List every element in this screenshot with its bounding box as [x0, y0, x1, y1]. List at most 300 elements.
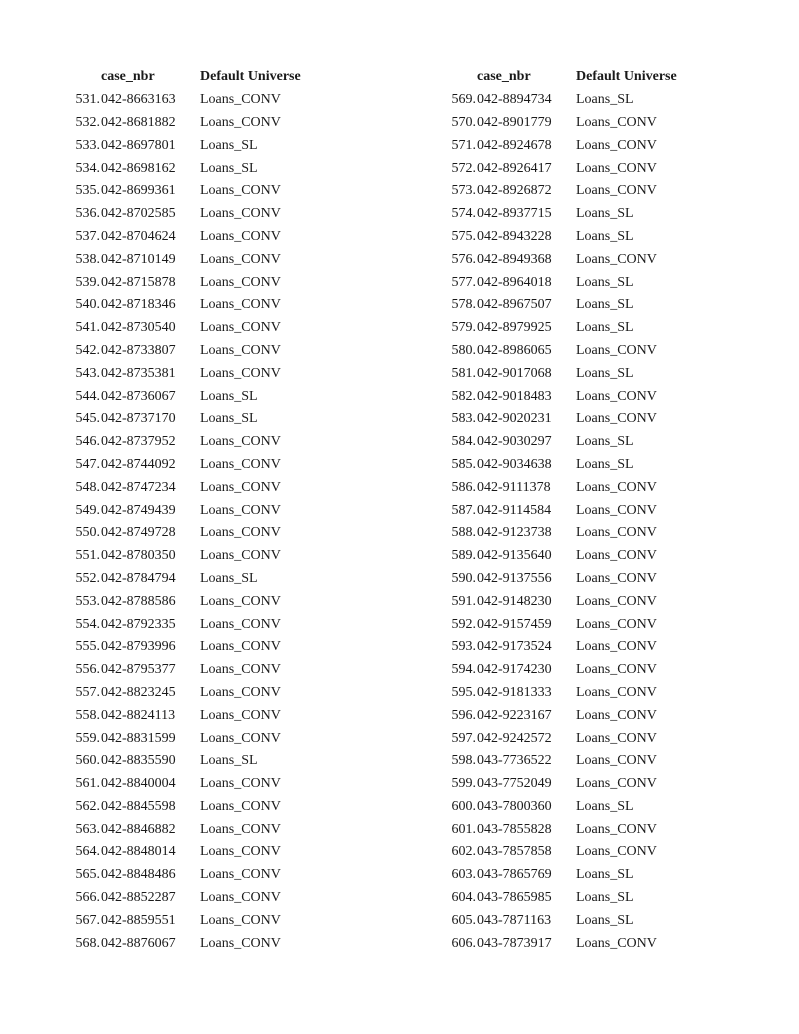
table-row [58, 203, 418, 226]
case-nbr-cell: 042-8698162 [101, 160, 176, 176]
row-index: 535. [75, 183, 100, 199]
case-nbr-cell: 042-8824113 [101, 707, 176, 723]
row-index: 577. [451, 274, 476, 290]
default-universe-cell: Loans_SL [576, 320, 634, 336]
default-universe-cell: Loans_SL [200, 160, 258, 176]
table-row [434, 431, 794, 454]
default-universe-cell: Loans_CONV [200, 616, 281, 632]
case-nbr-cell: 042-8859551 [101, 912, 176, 928]
default-universe-cell: Loans_CONV [200, 434, 281, 450]
default-universe-cell: Loans_CONV [200, 776, 281, 792]
row-index: 546. [75, 434, 100, 450]
case-nbr-header: case_nbr [477, 69, 531, 85]
case-nbr-cell: 042-8926872 [477, 183, 552, 199]
case-nbr-cell: 043-7871163 [477, 912, 552, 928]
case-nbr-cell: 042-8846882 [101, 821, 176, 837]
row-index: 542. [75, 342, 100, 358]
case-nbr-cell: 042-8852287 [101, 890, 176, 906]
row-index: 578. [451, 297, 476, 313]
case-nbr-cell: 043-7736522 [477, 753, 552, 769]
table-row [58, 226, 418, 249]
row-index: 564. [75, 844, 100, 860]
row-index: 580. [451, 342, 476, 358]
case-nbr-cell: 043-7855828 [477, 821, 552, 837]
default-universe-cell: Loans_CONV [576, 616, 657, 632]
table-row [58, 385, 418, 408]
table-row [58, 704, 418, 727]
case-nbr-cell: 042-8901779 [477, 114, 552, 130]
default-universe-cell: Loans_CONV [200, 525, 281, 541]
case-nbr-cell: 042-8699361 [101, 183, 176, 199]
table-row [434, 864, 794, 887]
default-universe-cell: Loans_CONV [200, 890, 281, 906]
table-row [58, 727, 418, 750]
case-nbr-cell: 042-8894734 [477, 92, 552, 108]
table-row [58, 408, 418, 431]
case-nbr-cell: 042-8943228 [477, 228, 552, 244]
table-row [58, 89, 418, 112]
default-universe-cell: Loans_SL [576, 365, 634, 381]
row-index: 544. [75, 388, 100, 404]
row-index: 569. [451, 92, 476, 108]
table-row [58, 431, 418, 454]
default-universe-cell: Loans_CONV [200, 456, 281, 472]
table-row [434, 841, 794, 864]
table-row [58, 887, 418, 910]
table-row [58, 682, 418, 705]
table-row [434, 636, 794, 659]
default-universe-cell: Loans_SL [576, 912, 634, 928]
default-universe-cell: Loans_SL [576, 92, 634, 108]
default-universe-cell: Loans_SL [576, 798, 634, 814]
table-row [434, 727, 794, 750]
default-universe-cell: Loans_CONV [576, 342, 657, 358]
case-nbr-cell: 043-7865985 [477, 890, 552, 906]
row-index: 556. [75, 662, 100, 678]
case-nbr-cell: 042-8702585 [101, 206, 176, 222]
default-universe-cell: Loans_CONV [576, 160, 657, 176]
table-row [434, 613, 794, 636]
row-index: 536. [75, 206, 100, 222]
table-row [58, 362, 418, 385]
default-universe-cell: Loans_CONV [200, 867, 281, 883]
row-index: 595. [451, 684, 476, 700]
table-row [434, 773, 794, 796]
table-row [58, 545, 418, 568]
default-universe-cell: Loans_SL [576, 456, 634, 472]
default-universe-cell: Loans_CONV [200, 684, 281, 700]
case-nbr-cell: 042-8730540 [101, 320, 176, 336]
default-universe-cell: Loans_CONV [200, 114, 281, 130]
table-row [434, 203, 794, 226]
row-index: 579. [451, 320, 476, 336]
table-row [58, 818, 418, 841]
table-row [58, 340, 418, 363]
table-row [434, 385, 794, 408]
row-index: 590. [451, 570, 476, 586]
case-nbr-cell: 042-8735381 [101, 365, 176, 381]
right-table-header [434, 66, 794, 89]
row-index: 563. [75, 821, 100, 837]
table-row [58, 499, 418, 522]
row-index: 553. [75, 593, 100, 609]
table-row [58, 248, 418, 271]
table-row [434, 180, 794, 203]
default-universe-cell: Loans_CONV [576, 753, 657, 769]
case-nbr-cell: 042-8823245 [101, 684, 176, 700]
table-row [58, 659, 418, 682]
table-row [58, 864, 418, 887]
row-index: 565. [75, 867, 100, 883]
default-universe-cell: Loans_CONV [200, 798, 281, 814]
default-universe-cell: Loans_CONV [200, 320, 281, 336]
default-universe-cell: Loans_CONV [576, 570, 657, 586]
row-index: 589. [451, 548, 476, 564]
default-universe-cell: Loans_SL [576, 890, 634, 906]
case-nbr-cell: 042-8937715 [477, 206, 552, 222]
table-row [434, 590, 794, 613]
case-nbr-cell: 042-9017068 [477, 365, 552, 381]
default-universe-cell: Loans_CONV [576, 479, 657, 495]
default-universe-cell: Loans_CONV [576, 251, 657, 267]
default-universe-cell: Loans_SL [576, 867, 634, 883]
table-row [434, 362, 794, 385]
case-nbr-cell: 042-8747234 [101, 479, 176, 495]
row-index: 532. [75, 114, 100, 130]
default-universe-cell: Loans_SL [576, 274, 634, 290]
row-index: 574. [451, 206, 476, 222]
default-universe-cell: Loans_CONV [200, 92, 281, 108]
table-row [434, 545, 794, 568]
default-universe-cell: Loans_CONV [200, 935, 281, 951]
default-universe-cell: Loans_CONV [576, 388, 657, 404]
table-row [58, 568, 418, 591]
case-nbr-cell: 042-8924678 [477, 137, 552, 153]
table-row [58, 134, 418, 157]
case-nbr-cell: 042-9174230 [477, 662, 552, 678]
row-index: 600. [451, 798, 476, 814]
case-nbr-cell: 042-9018483 [477, 388, 552, 404]
case-nbr-cell: 042-8663163 [101, 92, 176, 108]
row-index: 571. [451, 137, 476, 153]
case-nbr-cell: 042-8715878 [101, 274, 176, 290]
left-table [58, 66, 418, 955]
row-index: 573. [451, 183, 476, 199]
default-universe-cell: Loans_CONV [200, 206, 281, 222]
case-nbr-cell: 042-8848014 [101, 844, 176, 860]
case-nbr-cell: 042-8793996 [101, 639, 176, 655]
row-index: 584. [451, 434, 476, 450]
default-universe-cell: Loans_CONV [200, 821, 281, 837]
default-universe-cell: Loans_CONV [200, 730, 281, 746]
case-nbr-cell: 042-9034638 [477, 456, 552, 472]
default-universe-header: Default Universe [200, 69, 301, 85]
case-nbr-cell: 042-8784794 [101, 570, 176, 586]
table-row [434, 932, 794, 955]
case-nbr-cell: 042-8926417 [477, 160, 552, 176]
table-row [58, 157, 418, 180]
table-row [58, 112, 418, 135]
table-row [58, 796, 418, 819]
row-index: 558. [75, 707, 100, 723]
case-nbr-cell: 042-8876067 [101, 935, 176, 951]
default-universe-cell: Loans_CONV [576, 137, 657, 153]
row-index: 586. [451, 479, 476, 495]
right-table-body [434, 89, 794, 955]
table-row [434, 112, 794, 135]
default-universe-cell: Loans_SL [200, 137, 258, 153]
row-index: 555. [75, 639, 100, 655]
default-universe-cell: Loans_CONV [576, 935, 657, 951]
row-index: 562. [75, 798, 100, 814]
row-index: 588. [451, 525, 476, 541]
case-nbr-cell: 042-8986065 [477, 342, 552, 358]
row-index: 606. [451, 935, 476, 951]
case-nbr-cell: 042-8788586 [101, 593, 176, 609]
row-index: 575. [451, 228, 476, 244]
default-universe-cell: Loans_SL [576, 434, 634, 450]
row-index: 594. [451, 662, 476, 678]
table-row [434, 226, 794, 249]
default-universe-cell: Loans_CONV [200, 548, 281, 564]
row-index: 560. [75, 753, 100, 769]
table-row [58, 476, 418, 499]
row-index: 533. [75, 137, 100, 153]
default-universe-cell: Loans_CONV [576, 114, 657, 130]
case-nbr-cell: 042-8967507 [477, 297, 552, 313]
table-row [434, 89, 794, 112]
table-row [58, 454, 418, 477]
row-index: 537. [75, 228, 100, 244]
row-index: 566. [75, 890, 100, 906]
table-row [434, 750, 794, 773]
table-row [434, 704, 794, 727]
row-index: 539. [75, 274, 100, 290]
default-universe-cell: Loans_CONV [200, 183, 281, 199]
row-index: 549. [75, 502, 100, 518]
case-nbr-cell: 042-8704624 [101, 228, 176, 244]
table-row [434, 408, 794, 431]
row-index: 572. [451, 160, 476, 176]
table-row [434, 134, 794, 157]
case-nbr-cell: 042-9111378 [477, 479, 551, 495]
row-index: 603. [451, 867, 476, 883]
case-nbr-cell: 042-8737952 [101, 434, 176, 450]
row-index: 540. [75, 297, 100, 313]
row-index: 568. [75, 935, 100, 951]
row-index: 551. [75, 548, 100, 564]
table-row [434, 271, 794, 294]
row-index: 567. [75, 912, 100, 928]
table-row [434, 568, 794, 591]
table-row [58, 750, 418, 773]
case-nbr-cell: 043-7800360 [477, 798, 552, 814]
default-universe-cell: Loans_SL [576, 297, 634, 313]
row-index: 570. [451, 114, 476, 130]
default-universe-cell: Loans_CONV [200, 251, 281, 267]
case-nbr-cell: 042-8792335 [101, 616, 176, 632]
default-universe-cell: Loans_CONV [576, 844, 657, 860]
case-nbr-cell: 043-7865769 [477, 867, 552, 883]
row-index: 559. [75, 730, 100, 746]
default-universe-cell: Loans_CONV [576, 639, 657, 655]
default-universe-cell: Loans_SL [200, 388, 258, 404]
default-universe-cell: Loans_CONV [576, 821, 657, 837]
default-universe-cell: Loans_SL [576, 206, 634, 222]
case-nbr-cell: 042-8795377 [101, 662, 176, 678]
case-nbr-cell: 042-8718346 [101, 297, 176, 313]
table-row [434, 659, 794, 682]
default-universe-cell: Loans_SL [576, 228, 634, 244]
default-universe-cell: Loans_CONV [576, 776, 657, 792]
table-row [434, 909, 794, 932]
row-index: 593. [451, 639, 476, 655]
row-index: 550. [75, 525, 100, 541]
default-universe-cell: Loans_CONV [200, 639, 281, 655]
table-row [58, 909, 418, 932]
case-nbr-cell: 042-9242572 [477, 730, 552, 746]
table-row [58, 317, 418, 340]
default-universe-cell: Loans_CONV [200, 228, 281, 244]
row-index: 561. [75, 776, 100, 792]
row-index: 576. [451, 251, 476, 267]
case-nbr-cell: 042-8780350 [101, 548, 176, 564]
table-row [58, 773, 418, 796]
table-row [58, 590, 418, 613]
table-row [58, 636, 418, 659]
row-index: 545. [75, 411, 100, 427]
default-universe-header: Default Universe [576, 69, 677, 85]
table-row [434, 317, 794, 340]
table-row [58, 932, 418, 955]
row-index: 557. [75, 684, 100, 700]
default-universe-cell: Loans_CONV [576, 730, 657, 746]
case-nbr-cell: 042-8845598 [101, 798, 176, 814]
case-nbr-cell: 042-8949368 [477, 251, 552, 267]
table-row [434, 454, 794, 477]
row-index: 547. [75, 456, 100, 472]
row-index: 592. [451, 616, 476, 632]
row-index: 597. [451, 730, 476, 746]
row-index: 605. [451, 912, 476, 928]
case-nbr-cell: 042-9135640 [477, 548, 552, 564]
table-row [58, 613, 418, 636]
row-index: 552. [75, 570, 100, 586]
case-nbr-cell: 042-8848486 [101, 867, 176, 883]
default-universe-cell: Loans_SL [200, 753, 258, 769]
case-nbr-cell: 042-8964018 [477, 274, 552, 290]
default-universe-cell: Loans_CONV [576, 684, 657, 700]
right-table [434, 66, 794, 955]
row-index: 599. [451, 776, 476, 792]
row-index: 583. [451, 411, 476, 427]
default-universe-cell: Loans_CONV [576, 548, 657, 564]
case-nbr-cell: 043-7857858 [477, 844, 552, 860]
case-nbr-header: case_nbr [101, 69, 155, 85]
table-row [434, 499, 794, 522]
default-universe-cell: Loans_CONV [200, 912, 281, 928]
default-universe-cell: Loans_CONV [200, 707, 281, 723]
table-row [434, 294, 794, 317]
default-universe-cell: Loans_CONV [576, 593, 657, 609]
default-universe-cell: Loans_CONV [576, 525, 657, 541]
case-nbr-cell: 042-8835590 [101, 753, 176, 769]
case-nbr-cell: 042-8831599 [101, 730, 176, 746]
left-table-header [58, 66, 418, 89]
row-index: 587. [451, 502, 476, 518]
row-index: 582. [451, 388, 476, 404]
default-universe-cell: Loans_CONV [576, 502, 657, 518]
case-nbr-cell: 042-8840004 [101, 776, 176, 792]
row-index: 541. [75, 320, 100, 336]
case-nbr-cell: 042-9030297 [477, 434, 552, 450]
case-nbr-cell: 042-8737170 [101, 411, 176, 427]
case-nbr-cell: 042-9223167 [477, 707, 552, 723]
row-index: 581. [451, 365, 476, 381]
case-nbr-cell: 042-9181333 [477, 684, 552, 700]
row-index: 591. [451, 593, 476, 609]
case-nbr-cell: 042-8744092 [101, 456, 176, 472]
case-nbr-cell: 042-8749439 [101, 502, 176, 518]
row-index: 601. [451, 821, 476, 837]
default-universe-cell: Loans_CONV [200, 593, 281, 609]
row-index: 538. [75, 251, 100, 267]
default-universe-cell: Loans_CONV [200, 297, 281, 313]
table-row [58, 841, 418, 864]
table-row [434, 157, 794, 180]
table-row [434, 818, 794, 841]
default-universe-cell: Loans_CONV [200, 365, 281, 381]
default-universe-cell: Loans_CONV [200, 502, 281, 518]
case-nbr-cell: 043-7752049 [477, 776, 552, 792]
table-row [434, 340, 794, 363]
row-index: 596. [451, 707, 476, 723]
default-universe-cell: Loans_CONV [576, 662, 657, 678]
default-universe-cell: Loans_CONV [200, 844, 281, 860]
case-nbr-cell: 042-9148230 [477, 593, 552, 609]
row-index: 554. [75, 616, 100, 632]
case-nbr-cell: 043-7873917 [477, 935, 552, 951]
default-universe-cell: Loans_CONV [200, 342, 281, 358]
table-row [434, 476, 794, 499]
case-nbr-cell: 042-9157459 [477, 616, 552, 632]
case-nbr-cell: 042-9137556 [477, 570, 552, 586]
row-index: 531. [75, 92, 100, 108]
default-universe-cell: Loans_CONV [576, 707, 657, 723]
default-universe-cell: Loans_SL [200, 570, 258, 586]
case-nbr-cell: 042-8710149 [101, 251, 176, 267]
table-row [58, 271, 418, 294]
default-universe-cell: Loans_SL [200, 411, 258, 427]
row-index: 604. [451, 890, 476, 906]
table-row [434, 887, 794, 910]
default-universe-cell: Loans_CONV [200, 662, 281, 678]
case-nbr-cell: 042-9123738 [477, 525, 552, 541]
case-nbr-cell: 042-9114584 [477, 502, 552, 518]
case-nbr-cell: 042-8733807 [101, 342, 176, 358]
table-row [58, 180, 418, 203]
case-nbr-cell: 042-8736067 [101, 388, 176, 404]
case-nbr-cell: 042-8749728 [101, 525, 176, 541]
table-row [434, 796, 794, 819]
row-index: 548. [75, 479, 100, 495]
default-universe-cell: Loans_CONV [576, 183, 657, 199]
row-index: 602. [451, 844, 476, 860]
case-nbr-cell: 042-9173524 [477, 639, 552, 655]
row-index: 585. [451, 456, 476, 472]
case-nbr-cell: 042-8979925 [477, 320, 552, 336]
table-row [434, 682, 794, 705]
